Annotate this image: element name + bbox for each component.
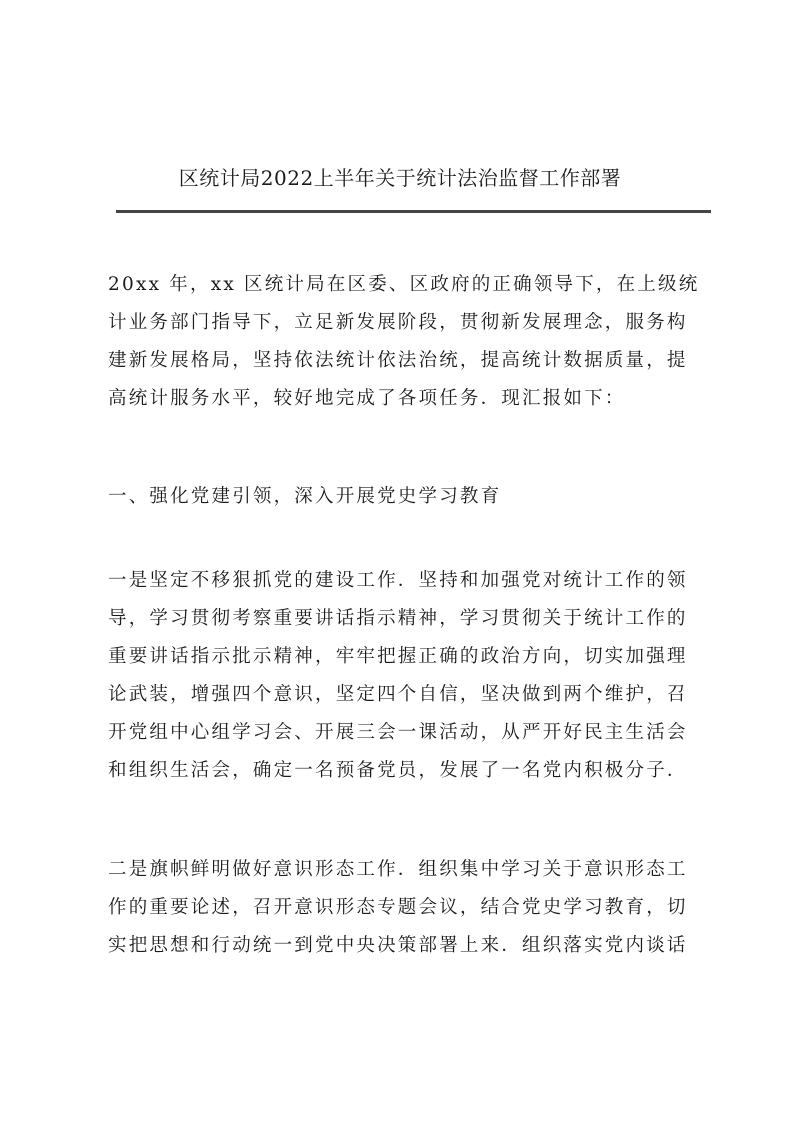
paragraph-line: 一是坚定不移狠抓党的建设工作．坚持和加强党对统计工作的领 — [108, 570, 688, 591]
body-paragraph — [108, 562, 708, 790]
paragraph-line: 实把思想和行动统一到党中央决策部署上来．组织落实党内谈话 — [108, 935, 688, 956]
paragraph-line: 建新发展格局，坚持依法统计依法治统，提高统计数据质量，提 — [108, 350, 688, 371]
paragraph-line: 20xx 年，xx 区统计局在区委、区政府的正确领导下，在上级统 — [108, 274, 700, 295]
paragraph-line: 二是旗帜鲜明做好意识形态工作．组织集中学习关于意识形态工 — [108, 859, 688, 880]
paragraph-line: 论武装，增强四个意识，坚定四个自信，坚决做到两个维护，召 — [108, 684, 688, 705]
section-heading-text: 一、强化党建引领，深入开展党史学习教育 — [108, 486, 502, 507]
section-heading — [108, 478, 708, 516]
title-underline — [116, 210, 711, 213]
paragraph-line: 作的重要论述，召开意识形态专题会议，结合党史学习教育，切 — [108, 897, 688, 918]
intro-paragraph — [108, 266, 708, 418]
document-title: 区统计局2022上半年关于统计法治监督工作部署 — [178, 166, 622, 190]
paragraph-line: 重要讲话指示批示精神，牢牢把握正确的政治方向，切实加强理 — [108, 646, 688, 667]
paragraph-line: 导，学习贯彻考察重要讲话指示精神，学习贯彻关于统计工作的 — [108, 608, 688, 629]
paragraph-line: 高统计服务水平，较好地完成了各项任务．现汇报如下： — [108, 388, 626, 409]
body-paragraph — [108, 851, 708, 965]
paragraph-line: 和组织生活会，确定一名预备党员，发展了一名党内积极分子． — [108, 760, 688, 781]
paragraph-line: 计业务部门指导下，立足新发展阶段，贯彻新发展理念，服务构 — [108, 312, 688, 333]
paragraph-line: 开党组中心组学习会、开展三会一课活动，从严开好民主生活会 — [108, 722, 688, 743]
